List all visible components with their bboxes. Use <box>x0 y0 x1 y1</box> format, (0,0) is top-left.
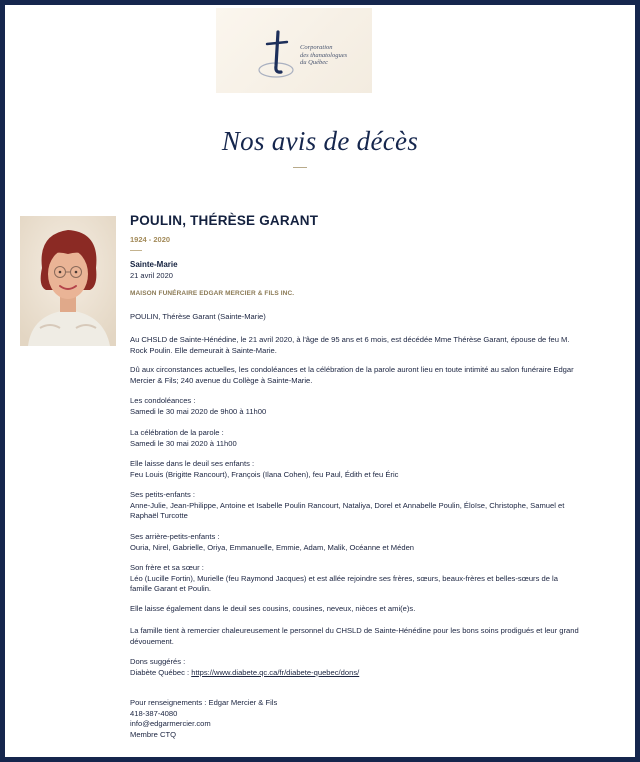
thanks-text: La famille tient à remercier chaleureusement le personnel du CHSLD de Sainte-Hénédine pour les bons soins prodigués et leur grand dévouement. <box>130 626 579 646</box>
celebration-label: La célébration de la parole : <box>130 428 224 437</box>
logo-line-2: des thanatologues <box>300 51 348 59</box>
donations-label: Dons suggérés : <box>130 657 186 666</box>
membership: Membre CTQ <box>130 729 176 739</box>
location: Sainte-Marie <box>130 260 178 269</box>
contact-label: Pour renseignements : Edgar Mercier & Fils <box>130 698 278 707</box>
funeral-home[interactable]: MAISON FUNÉRAIRE EDGAR MERCIER & FILS INC. <box>130 290 295 297</box>
logo-line-1: Corporation <box>300 44 333 51</box>
page-title: Nos avis de décès <box>221 126 419 156</box>
siblings-text: Léo (Lucille Fortin), Murielle (feu Raymond Jacques) et est allée rejoindre ses frères, sœurs, beaux-frères et belles-sœurs de la famille Garant et Poulin. <box>130 573 558 593</box>
donations-prefix: Diabète Québec : <box>130 667 192 677</box>
children-section <box>130 459 580 480</box>
obituary-paragraph-ceremony <box>130 365 580 386</box>
deceased-photo <box>20 216 116 346</box>
great-grandchildren-section <box>130 532 580 553</box>
header-divider <box>130 250 142 251</box>
siblings-section <box>130 563 580 595</box>
grandchildren-section <box>130 490 580 522</box>
logo-wordmark <box>300 44 347 67</box>
great-grandchildren-list: Ouria, Nirel, Gabrielle, Oriya, Emmanuelle, Emmie, Adam, Malik, Océanne et Méden <box>130 542 415 552</box>
condolences-label: Les condoléances : <box>130 396 196 405</box>
donations-line <box>130 668 580 679</box>
thanks-section <box>130 626 580 647</box>
siblings-label: Son frère et sa sœur : <box>130 563 204 572</box>
intro-line: POULIN, Thérèse Garant (Sainte-Marie) <box>130 312 266 321</box>
death-paragraph: Au CHSLD de Sainte-Hénédine, le 21 avril 2020, à l'âge de 95 ans et 6 mois, est décédée Mme Thérèse Garant, épouse de feu M. Rock Poulin. Elle demeurait à Sainte-Marie. <box>130 335 570 355</box>
contact-email[interactable]: info@edgarmercier.com <box>130 719 211 728</box>
contact-phone[interactable]: 418-387-4080 <box>130 708 178 718</box>
obituary-header <box>130 213 600 297</box>
publication-date: 21 avril 2020 <box>130 271 173 280</box>
great-grandchildren-label: Ses arrière-petits-enfants : <box>130 532 220 541</box>
condolences-section <box>130 396 580 417</box>
others-text: Elle laisse également dans le deuil ses cousins, cousines, neveux, nièces et ami(e)s. <box>130 604 416 613</box>
donations-link[interactable]: https://www.diabete.qc.ca/fr/diabete-quebec/dons/ <box>191 667 360 677</box>
logo-line-3: du Québec <box>300 59 328 66</box>
title-divider <box>293 167 307 168</box>
ctq-logo[interactable] <box>216 8 372 93</box>
grandchildren-label: Ses petits-enfants : <box>130 490 196 499</box>
thanatologues-t-icon <box>256 26 296 84</box>
portrait-image <box>20 216 116 346</box>
celebration-section <box>130 428 580 449</box>
condolences-time: Samedi le 30 mai 2020 de 9h00 à 11h00 <box>130 406 267 416</box>
deceased-name: POULIN, THÉRÈSE GARANT <box>130 213 319 228</box>
donations-section <box>130 657 580 678</box>
obituary-intro <box>130 312 580 323</box>
children-label: Elle laisse dans le deuil ses enfants : <box>130 459 255 468</box>
grandchildren-list: Anne-Julie, Jean-Philippe, Antoine et Isabelle Poulin Rancourt, Nataliya, Dorel et Annabelle Poulin, Éloïse, Christophe, Samuel et Raphaël Turcotte <box>130 500 565 520</box>
contact-section <box>130 698 580 740</box>
celebration-time: Samedi le 30 mai 2020 à 11h00 <box>130 438 237 448</box>
obituary-paragraph-death <box>130 335 580 356</box>
ceremony-paragraph: Dû aux circonstances actuelles, les condoléances et la célébration de la parole auront lieu en toute intimité au salon funéraire Edgar Mercier & Fils; 240 avenue du Collège à Sainte-Marie. <box>130 365 574 385</box>
others-section <box>130 604 580 615</box>
children-list: Feu Louis (Brigitte Rancourt), François (Ilana Cohen), feu Paul, Édith et feu Éric <box>130 469 399 479</box>
life-years: 1924 - 2020 <box>130 235 171 244</box>
